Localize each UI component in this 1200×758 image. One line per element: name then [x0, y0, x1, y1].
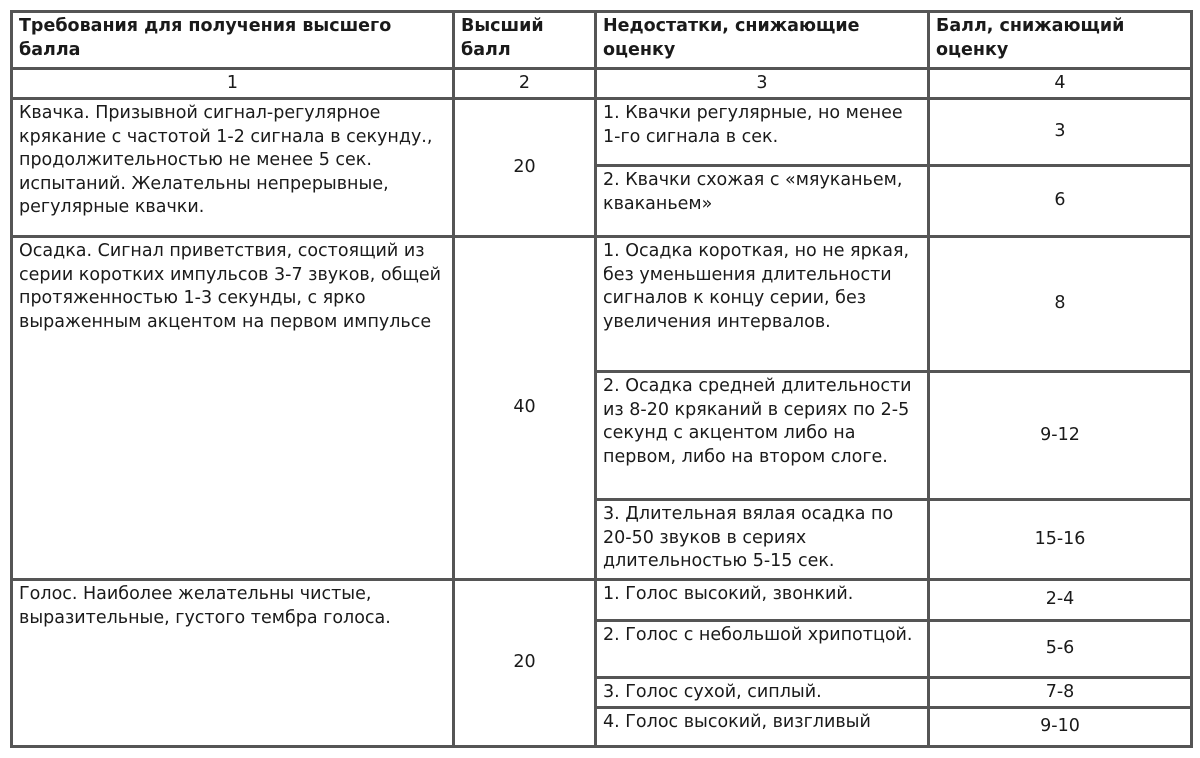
deduction-osadka-1: 8 [927, 235, 1193, 373]
fault-osadka-1: 1. Осадка короткая, но не яркая, без уменьшения длительности сигналов к концу серии, без увеличения интервалов. [594, 235, 930, 373]
deduction-golos-3: 7-8 [927, 676, 1193, 709]
deduction-golos-2: 5-6 [927, 619, 1193, 679]
deduction-kvachka-2: 6 [927, 164, 1193, 238]
deduction-golos-4: 9-10 [927, 706, 1193, 748]
header-max-score: Высший балл [452, 10, 597, 70]
header-deduction: Балл, снижающий оценку [927, 10, 1193, 70]
fault-golos-2: 2. Голос с небольшой хрипотцой. [594, 619, 930, 679]
requirement-kvachka: Квачка. Призывной сигнал-регулярное крякание с частотой 1-2 сигнала в секунду., продолжительностью не менее 5 сек. испытаний. Желательны непрерывные, регулярные квачки. [10, 97, 455, 238]
fault-kvachka-1: 1. Квачки регулярные, но менее 1-го сигнала в сек. [594, 97, 930, 167]
header-requirements: Требования для получения высшего балла [10, 10, 455, 70]
deduction-osadka-3: 15-16 [927, 498, 1193, 581]
header-faults: Недостатки, снижающие оценку [594, 10, 930, 70]
fault-golos-4: 4. Голос высокий, визгливый [594, 706, 930, 748]
fault-kvachka-2: 2. Квачки схожая с «мяуканьем, кваканьем» [594, 164, 930, 238]
max-score-kvachka: 20 [452, 97, 597, 238]
max-score-osadka: 40 [452, 235, 597, 581]
max-score-golos: 20 [452, 578, 597, 748]
column-number-4: 4 [927, 67, 1193, 100]
column-number-3: 3 [594, 67, 930, 100]
requirement-osadka: Осадка. Сигнал приветствия, состоящий из серии коротких импульсов 3-7 звуков, общей протяженностью 1-3 секунды, с ярко выраженным акцентом на первом импульсе [10, 235, 455, 581]
deduction-kvachka-1: 3 [927, 97, 1193, 167]
column-number-2: 2 [452, 67, 597, 100]
fault-osadka-2: 2. Осадка средней длительности из 8-20 кряканий в сериях по 2-5 секунд с акцентом либо на первом, либо на втором слоге. [594, 370, 930, 501]
deduction-osadka-2: 9-12 [927, 370, 1193, 501]
requirement-golos: Голос. Наиболее желательны чистые, выразительные, густого тембра голоса. [10, 578, 455, 748]
fault-golos-3: 3. Голос сухой, сиплый. [594, 676, 930, 709]
fault-golos-1: 1. Голос высокий, звонкий. [594, 578, 930, 622]
deduction-golos-1: 2-4 [927, 578, 1193, 622]
column-number-1: 1 [10, 67, 455, 100]
fault-osadka-3: 3. Длительная вялая осадка по 20-50 звуков в сериях длительностью 5-15 сек. [594, 498, 930, 581]
